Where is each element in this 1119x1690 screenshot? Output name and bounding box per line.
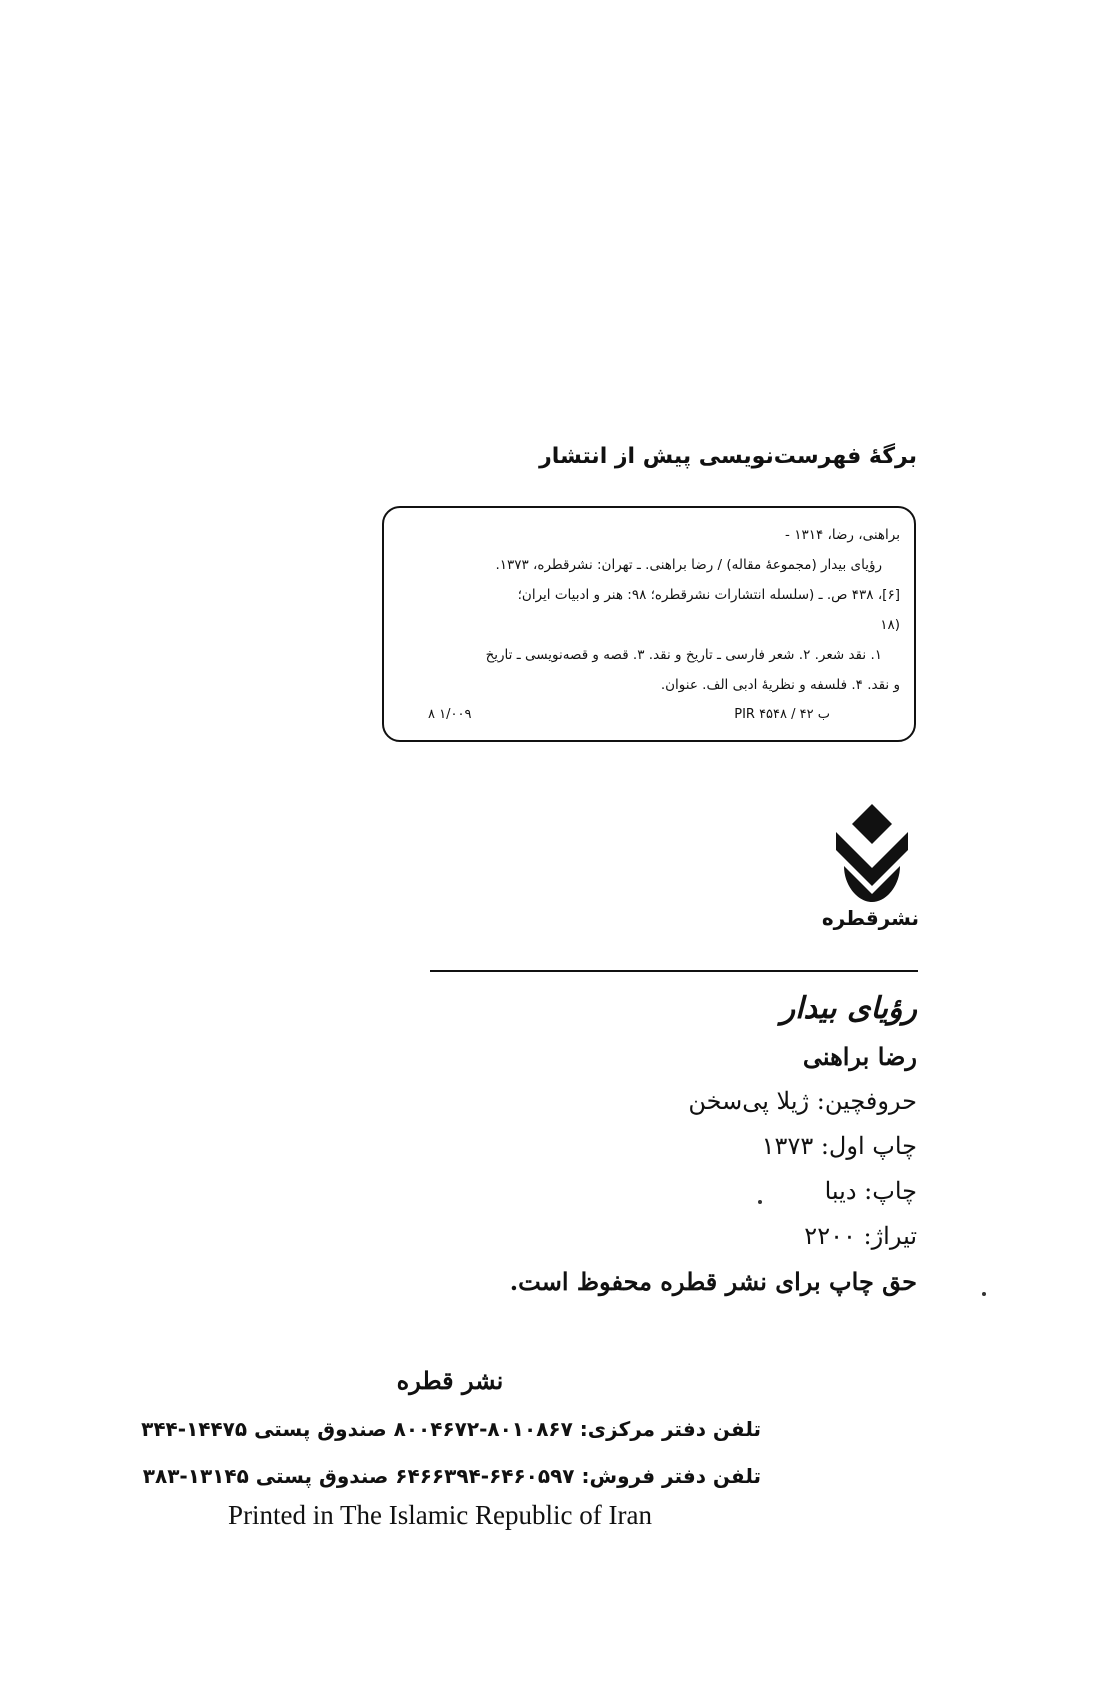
cip-call-numbers (398, 700, 900, 730)
circulation-line: تیراژ: ۲۲۰۰ (804, 1222, 917, 1250)
sales-office-contact: تلفن دفتر فروش: ۶۴۶۰۵۹۷-۶۴۶۶۳۹۴ صندوق پستی ۱۳۱۴۵-۳۸۳ (142, 1464, 761, 1488)
typesetter-line: حروفچین: ژیلا پی‌سخن (688, 1087, 917, 1115)
cip-subjects-line: ۱. نقد شعر. ۲. شعر فارسی ـ تاریخ و نقد. ۳. قصه و قصه‌نویسی ـ تاریخ (485, 647, 882, 663)
first-edition-line: چاپ اول: ۱۳۷۳ (761, 1132, 917, 1160)
logo-caption: نشرقطره (821, 906, 919, 930)
publisher-drop-logo-icon (830, 802, 914, 904)
scan-speck (982, 1292, 986, 1296)
divider-rule (430, 970, 918, 972)
book-title: رؤیای بیدار (780, 991, 917, 1026)
book-details (357, 984, 917, 1304)
cip-series-line: ۱۸) (880, 617, 900, 633)
cip-collation-line: [۶]، ۴۳۸ ص. ـ (سلسله انتشارات نشرقطره؛ ۹۸: هنر و ادبیات ایران؛ (517, 587, 900, 603)
printed-in-line: Printed in The Islamic Republic of Iran (228, 1500, 652, 1530)
cip-heading: برگهٔ فهرست‌نویسی پیش از انتشار (539, 444, 917, 469)
lc-call-number: PIR ۴۵۴۸ / ب ۴۲ (734, 707, 830, 722)
copyright-notice: حق چاپ برای نشر قطره محفوظ است. (509, 1267, 917, 1296)
book-author: رضا براهنی (802, 1042, 917, 1071)
publisher-name: نشر قطره (396, 1366, 504, 1395)
scan-speck (758, 1200, 762, 1204)
cip-record-box (382, 506, 916, 742)
dewey-number: ۸ ۱/۰۰۹ (428, 707, 472, 722)
cip-title-line: رؤیای بیدار (مجموعهٔ مقاله) / رضا براهنی. ـ تهران: نشرقطره، ۱۳۷۳. (495, 557, 882, 573)
cip-author-line: براهنی، رضا، ۱۳۱۴ - (785, 527, 900, 543)
head-office-contact: تلفن دفتر مرکزی: ۸۰۱۰۸۶۷-۸۰۰۴۶۷۲ صندوق پستی ۱۴۴۷۵-۳۴۴ (141, 1417, 761, 1441)
printing-line: چاپ: دیبا (824, 1177, 917, 1205)
cip-subjects-continued-line: و نقد. ۴. فلسفه و نظریهٔ ادبی الف. عنوان. (660, 677, 900, 693)
